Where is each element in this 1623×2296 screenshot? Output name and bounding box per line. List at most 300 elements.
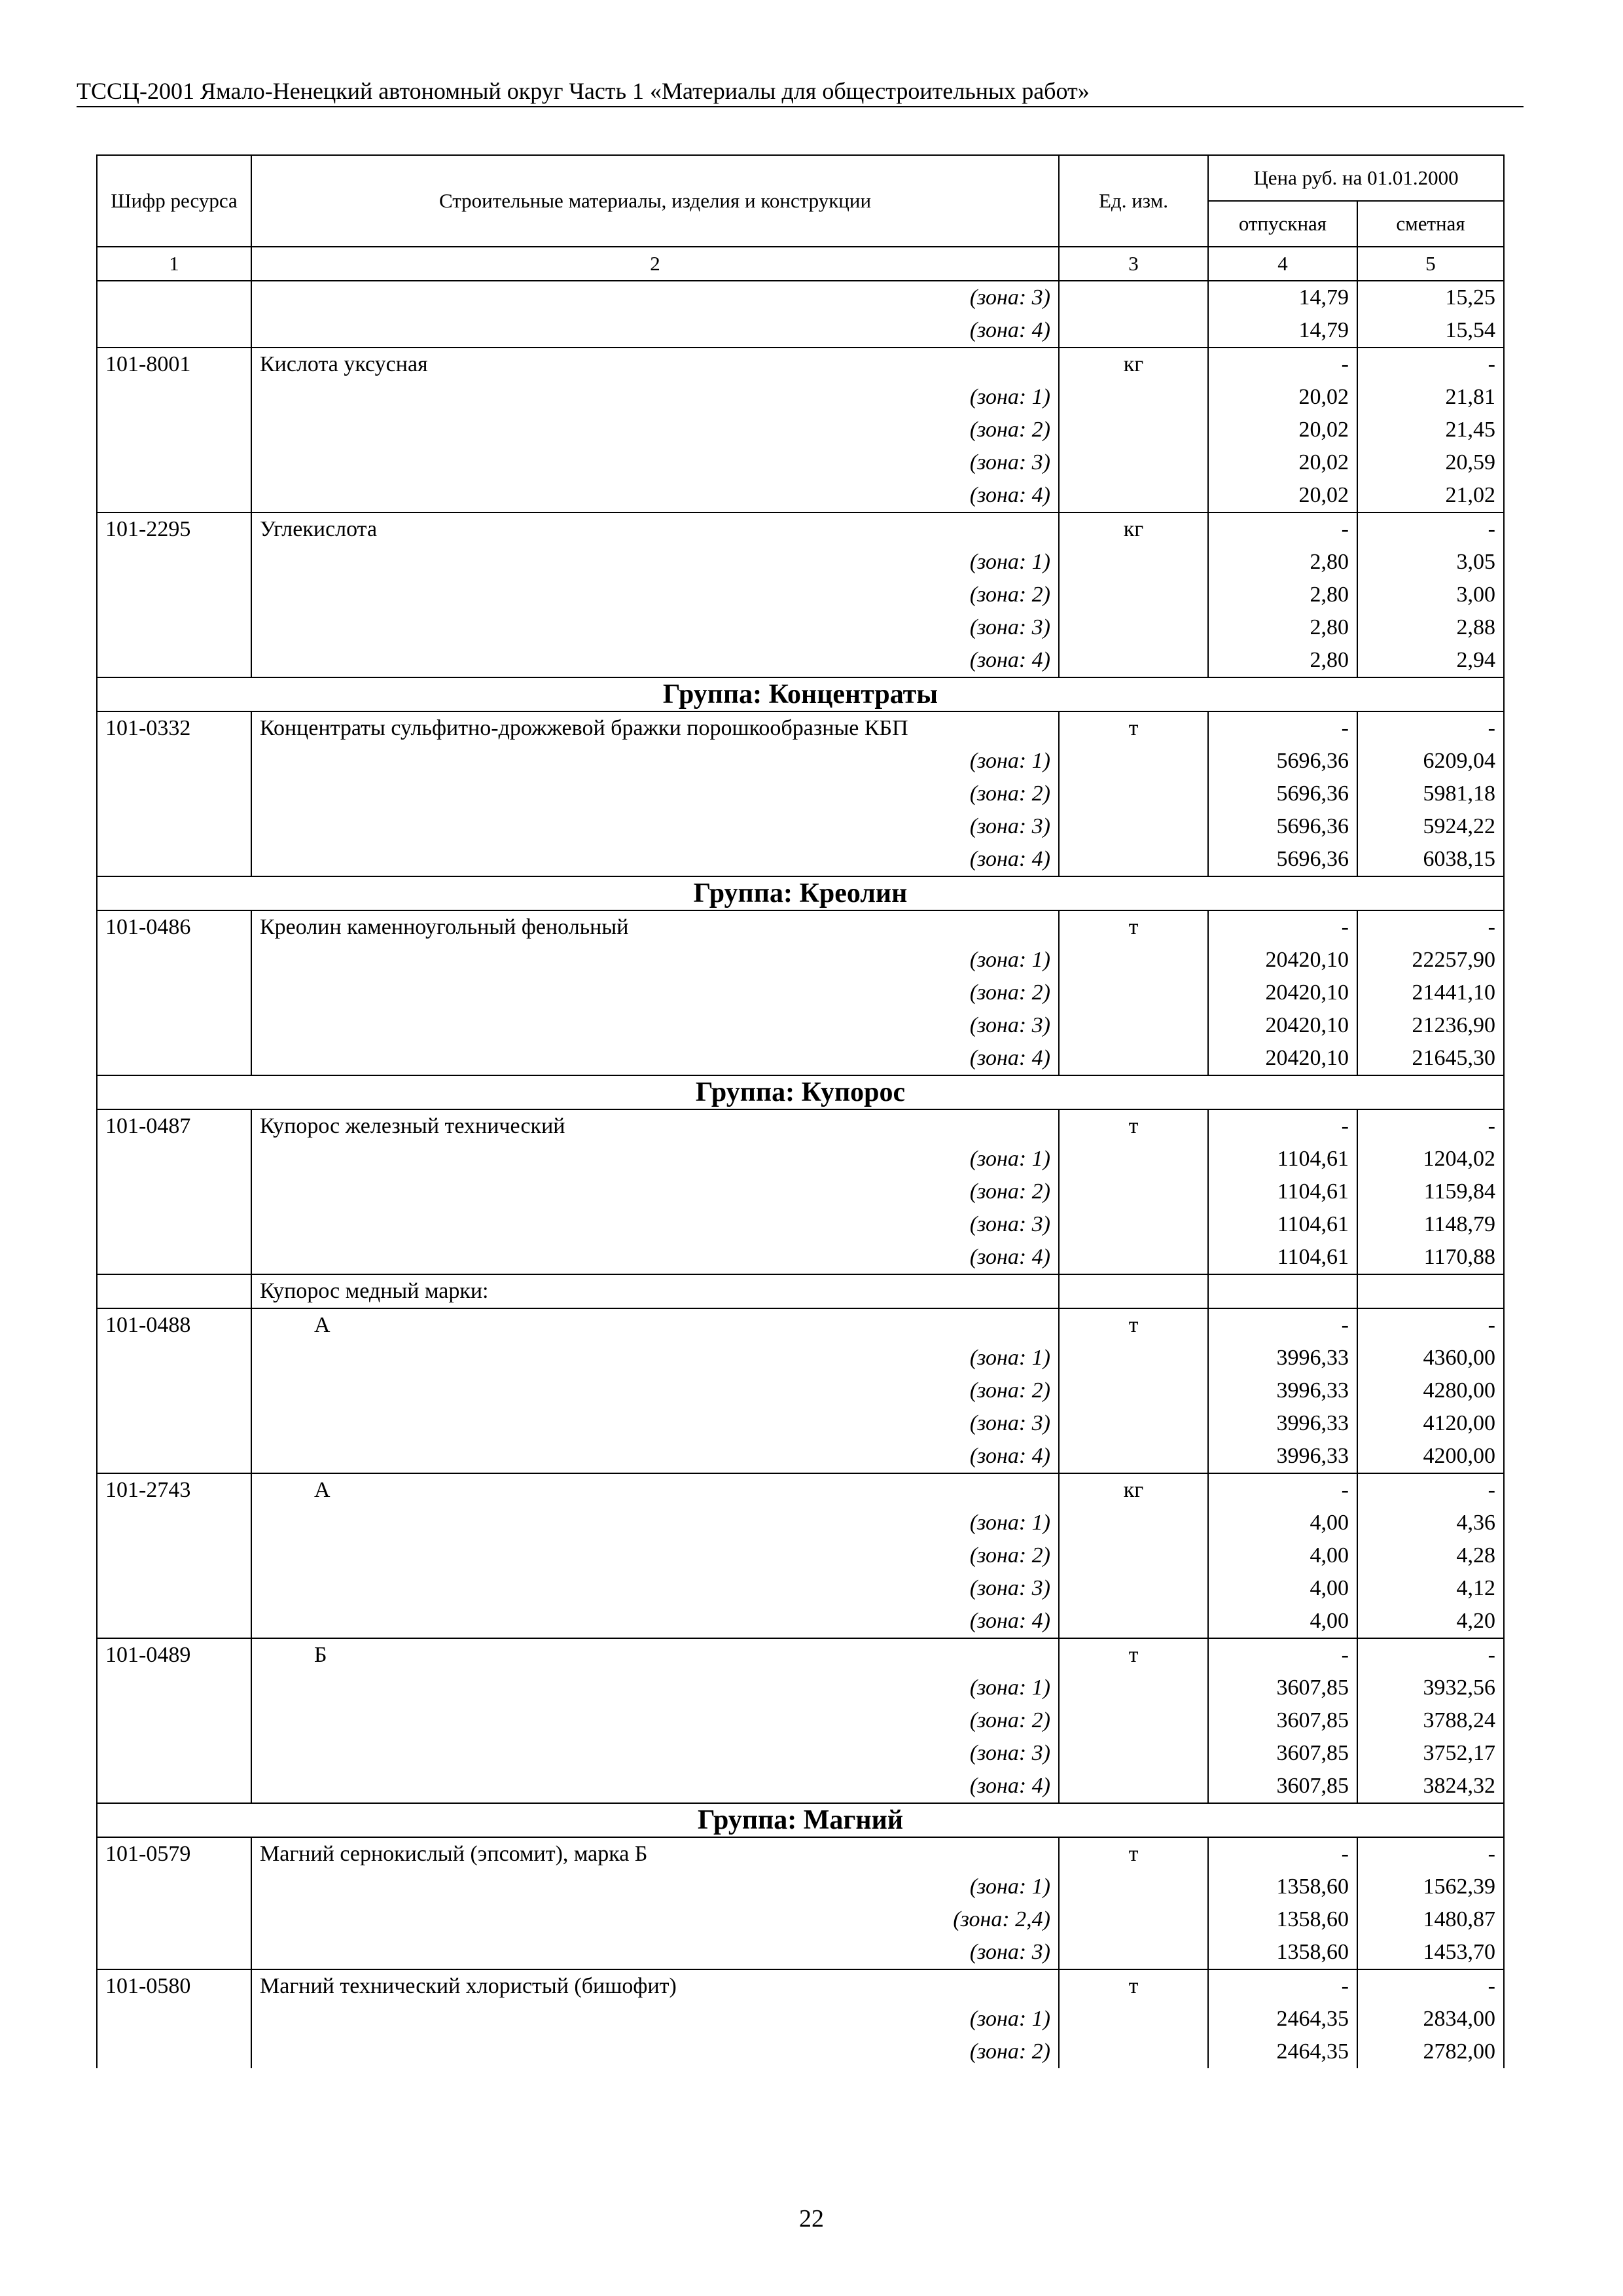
resource-code (97, 1208, 251, 1241)
estimate-price: 20,59 (1357, 446, 1504, 479)
unit-cell (1059, 1605, 1208, 1638)
zone-row (97, 810, 1504, 843)
unit-cell (1059, 1539, 1208, 1572)
resource-code (97, 1871, 251, 1903)
resource-code (97, 446, 251, 479)
zone-label: (зона: 2) (251, 1175, 1059, 1208)
estimate-price: 4360,00 (1357, 1342, 1504, 1374)
item-row (97, 1837, 1504, 1871)
estimate-price: 21236,90 (1357, 1009, 1504, 1042)
estimate-price: 15,25 (1357, 281, 1504, 314)
release-price: 2,80 (1208, 579, 1357, 611)
release-price: 2464,35 (1208, 2036, 1357, 2068)
zone-label: (зона: 1) (251, 944, 1059, 977)
zone-row (97, 944, 1504, 977)
zone-row (97, 546, 1504, 579)
release-price: 5696,36 (1208, 745, 1357, 778)
zone-label: (зона: 3) (251, 446, 1059, 479)
estimate-price: 3824,32 (1357, 1770, 1504, 1803)
zone-row (97, 1572, 1504, 1605)
resource-code (97, 1274, 251, 1308)
zone-label: (зона: 3) (251, 1936, 1059, 1969)
release-price: 20420,10 (1208, 1042, 1357, 1075)
estimate-price: 6209,04 (1357, 745, 1504, 778)
resource-code (97, 1672, 251, 1704)
estimate-price: 4,12 (1357, 1572, 1504, 1605)
unit-cell (1059, 1175, 1208, 1208)
estimate-price: - (1357, 512, 1504, 546)
resource-code (97, 944, 251, 977)
zone-row (97, 1374, 1504, 1407)
group-title: Группа: Купорос (97, 1075, 1504, 1109)
resource-code: 101-2743 (97, 1473, 251, 1507)
release-price: 1104,61 (1208, 1208, 1357, 1241)
resource-code (97, 546, 251, 579)
resource-code (97, 1440, 251, 1473)
resource-code (97, 381, 251, 414)
resource-code (97, 2003, 251, 2036)
estimate-price: 3,05 (1357, 546, 1504, 579)
zone-row (97, 644, 1504, 677)
table-header (97, 155, 1504, 281)
zone-label: (зона: 1) (251, 1871, 1059, 1903)
unit-cell: т (1059, 1638, 1208, 1672)
estimate-price: 4280,00 (1357, 1374, 1504, 1407)
material-name: Углекислота (251, 512, 1059, 546)
resource-code (97, 778, 251, 810)
resource-code (97, 1737, 251, 1770)
estimate-price: - (1357, 1473, 1504, 1507)
zone-label: (зона: 1) (251, 745, 1059, 778)
unit-cell (1059, 546, 1208, 579)
zone-label: (зона: 2) (251, 1539, 1059, 1572)
item-row (97, 348, 1504, 381)
unit-cell (1059, 1143, 1208, 1175)
zone-label: (зона: 4) (251, 1770, 1059, 1803)
zone-label: (зона: 3) (251, 1737, 1059, 1770)
release-price: - (1208, 1837, 1357, 1871)
resource-code (97, 1342, 251, 1374)
material-name: А (251, 1473, 1059, 1507)
column-number: 2 (251, 247, 1059, 281)
zone-row (97, 1770, 1504, 1803)
unit-cell (1059, 1770, 1208, 1803)
zone-label: (зона: 4) (251, 644, 1059, 677)
estimate-price: 21,02 (1357, 479, 1504, 512)
unit-cell (1059, 944, 1208, 977)
release-price: 20,02 (1208, 479, 1357, 512)
estimate-price: 5981,18 (1357, 778, 1504, 810)
material-name: Концентраты сульфитно-дрожжевой бражки порошкообразные КБП (251, 711, 1059, 745)
group-title: Группа: Креолин (97, 876, 1504, 910)
group-row (97, 1803, 1504, 1837)
estimate-price: - (1357, 1109, 1504, 1143)
zone-row (97, 1342, 1504, 1374)
estimate-price: 1170,88 (1357, 1241, 1504, 1274)
item-row (97, 1638, 1504, 1672)
unit-cell (1059, 381, 1208, 414)
unit-cell (1059, 1374, 1208, 1407)
zone-row (97, 1737, 1504, 1770)
release-price: 1358,60 (1208, 1903, 1357, 1936)
release-price: 20,02 (1208, 446, 1357, 479)
zone-label: (зона: 4) (251, 314, 1059, 348)
zone-label: (зона: 1) (251, 1342, 1059, 1374)
unit-cell (1059, 1342, 1208, 1374)
estimate-price: - (1357, 1837, 1504, 1871)
release-price: 1358,60 (1208, 1936, 1357, 1969)
group-title: Группа: Магний (97, 1803, 1504, 1837)
release-price: 3607,85 (1208, 1737, 1357, 1770)
zone-row (97, 611, 1504, 644)
unit-cell (1059, 1208, 1208, 1241)
material-name: Креолин каменноугольный фенольный (251, 910, 1059, 944)
zone-row (97, 977, 1504, 1009)
release-price: 20420,10 (1208, 977, 1357, 1009)
zone-label: (зона: 1) (251, 1143, 1059, 1175)
zone-label: (зона: 3) (251, 1009, 1059, 1042)
estimate-price: - (1357, 1638, 1504, 1672)
release-price: 1104,61 (1208, 1241, 1357, 1274)
release-price: 1358,60 (1208, 1871, 1357, 1903)
material-name: А (251, 1308, 1059, 1342)
estimate-price: 1204,02 (1357, 1143, 1504, 1175)
column-number: 5 (1357, 247, 1504, 281)
material-name: Купорос железный технический (251, 1109, 1059, 1143)
zone-label: (зона: 3) (251, 1208, 1059, 1241)
unit-cell (1059, 1871, 1208, 1903)
material-name: Кислота уксусная (251, 348, 1059, 381)
estimate-price (1357, 1274, 1504, 1308)
zone-label: (зона: 2,4) (251, 1903, 1059, 1936)
material-name: Магний сернокислый (эпсомит), марка Б (251, 1837, 1059, 1871)
zone-row (97, 778, 1504, 810)
resource-code (97, 281, 251, 314)
unit-cell (1059, 1704, 1208, 1737)
release-price: 2,80 (1208, 644, 1357, 677)
unit-cell: кг (1059, 348, 1208, 381)
release-price: 20,02 (1208, 414, 1357, 446)
zone-label: (зона: 4) (251, 1605, 1059, 1638)
unit-cell (1059, 1507, 1208, 1539)
estimate-price: 15,54 (1357, 314, 1504, 348)
unit-cell (1059, 1672, 1208, 1704)
release-price: - (1208, 910, 1357, 944)
column-number: 3 (1059, 247, 1208, 281)
resource-code (97, 745, 251, 778)
resource-code (97, 1042, 251, 1075)
estimate-price: 21645,30 (1357, 1042, 1504, 1075)
table-body (97, 281, 1504, 2068)
column-number: 4 (1208, 247, 1357, 281)
unit-cell (1059, 1737, 1208, 1770)
group-row (97, 1075, 1504, 1109)
material-name: Б (251, 1638, 1059, 1672)
unit-cell (1059, 1936, 1208, 1969)
unit-cell: т (1059, 1837, 1208, 1871)
unit-cell (1059, 1042, 1208, 1075)
estimate-price: 1453,70 (1357, 1936, 1504, 1969)
zone-label: (зона: 3) (251, 1407, 1059, 1440)
resource-code: 101-0580 (97, 1969, 251, 2003)
estimate-price: 6038,15 (1357, 843, 1504, 876)
zone-row (97, 1175, 1504, 1208)
release-price: 20,02 (1208, 381, 1357, 414)
item-row (97, 1308, 1504, 1342)
zone-row (97, 2036, 1504, 2068)
column-header-estimate: сметная (1357, 201, 1504, 247)
estimate-price: 22257,90 (1357, 944, 1504, 977)
zone-label: (зона: 2) (251, 1704, 1059, 1737)
zone-row (97, 1042, 1504, 1075)
release-price: 3607,85 (1208, 1672, 1357, 1704)
estimate-price: 2,88 (1357, 611, 1504, 644)
subheading-row (97, 1274, 1504, 1308)
resource-code (97, 1936, 251, 1969)
release-price: 3607,85 (1208, 1704, 1357, 1737)
zone-label: (зона: 3) (251, 810, 1059, 843)
resource-code (97, 1539, 251, 1572)
estimate-price: 1159,84 (1357, 1175, 1504, 1208)
resource-code (97, 1903, 251, 1936)
zone-label: (зона: 2) (251, 579, 1059, 611)
unit-cell (1059, 2036, 1208, 2068)
release-price: 20420,10 (1208, 944, 1357, 977)
unit-cell: т (1059, 1969, 1208, 2003)
estimate-price: 1148,79 (1357, 1208, 1504, 1241)
estimate-price: 21,45 (1357, 414, 1504, 446)
release-price: - (1208, 348, 1357, 381)
unit-cell (1059, 479, 1208, 512)
zone-row (97, 314, 1504, 348)
resource-code: 101-0579 (97, 1837, 251, 1871)
unit-cell: т (1059, 1109, 1208, 1143)
zone-label: (зона: 1) (251, 1672, 1059, 1704)
estimate-price: - (1357, 910, 1504, 944)
estimate-price: 2834,00 (1357, 2003, 1504, 2036)
resource-code: 101-0486 (97, 910, 251, 944)
column-header-code: Шифр ресурса (97, 155, 251, 247)
release-price: 3996,33 (1208, 1440, 1357, 1473)
release-price (1208, 1274, 1357, 1308)
resource-code (97, 1704, 251, 1737)
zone-row (97, 381, 1504, 414)
estimate-price: 4,20 (1357, 1605, 1504, 1638)
price-table (96, 154, 1505, 2068)
resource-code (97, 1507, 251, 1539)
unit-cell (1059, 1440, 1208, 1473)
unit-cell: т (1059, 910, 1208, 944)
column-header-unit: Ед. изм. (1059, 155, 1208, 247)
estimate-price: 2782,00 (1357, 2036, 1504, 2068)
unit-cell (1059, 281, 1208, 314)
unit-cell (1059, 1274, 1208, 1308)
resource-code (97, 843, 251, 876)
zone-row (97, 1507, 1504, 1539)
resource-code (97, 1009, 251, 1042)
estimate-price: 4120,00 (1357, 1407, 1504, 1440)
item-row (97, 1109, 1504, 1143)
resource-code (97, 314, 251, 348)
resource-code (97, 1407, 251, 1440)
unit-cell (1059, 1009, 1208, 1042)
estimate-price: 3,00 (1357, 579, 1504, 611)
page-number: 22 (799, 2205, 824, 2233)
release-price: 14,79 (1208, 314, 1357, 348)
resource-code (97, 644, 251, 677)
item-row (97, 1473, 1504, 1507)
unit-cell: т (1059, 1308, 1208, 1342)
zone-row (97, 1936, 1504, 1969)
zone-label: (зона: 4) (251, 843, 1059, 876)
unit-cell (1059, 843, 1208, 876)
unit-cell (1059, 2003, 1208, 2036)
document-header: ТССЦ-2001 Ямало-Ненецкий автономный округ Часть 1 «Материалы для общестроительных работ» (77, 78, 1090, 104)
release-price: 4,00 (1208, 1507, 1357, 1539)
zone-label: (зона: 2) (251, 1374, 1059, 1407)
resource-code (97, 1572, 251, 1605)
release-price: 5696,36 (1208, 843, 1357, 876)
release-price: 2,80 (1208, 546, 1357, 579)
zone-row (97, 1241, 1504, 1274)
release-price: 2,80 (1208, 611, 1357, 644)
zone-row (97, 414, 1504, 446)
zone-label: (зона: 2) (251, 2036, 1059, 2068)
estimate-price: 1480,87 (1357, 1903, 1504, 1936)
unit-cell (1059, 810, 1208, 843)
estimate-price: 5924,22 (1357, 810, 1504, 843)
zone-label: (зона: 3) (251, 1572, 1059, 1605)
zone-row (97, 1407, 1504, 1440)
estimate-price: 4,36 (1357, 1507, 1504, 1539)
resource-code (97, 1770, 251, 1803)
estimate-price: - (1357, 1969, 1504, 2003)
column-number: 1 (97, 247, 251, 281)
resource-code (97, 1143, 251, 1175)
release-price: 3996,33 (1208, 1374, 1357, 1407)
release-price: - (1208, 711, 1357, 745)
group-title: Группа: Концентраты (97, 677, 1504, 711)
header-rule (77, 106, 1524, 107)
release-price: - (1208, 1969, 1357, 2003)
unit-cell (1059, 446, 1208, 479)
zone-row (97, 446, 1504, 479)
zone-row (97, 479, 1504, 512)
release-price: 4,00 (1208, 1539, 1357, 1572)
estimate-price: 4,28 (1357, 1539, 1504, 1572)
release-price: 3996,33 (1208, 1407, 1357, 1440)
resource-code (97, 1175, 251, 1208)
unit-cell (1059, 1241, 1208, 1274)
zone-label: (зона: 2) (251, 977, 1059, 1009)
estimate-price: 3932,56 (1357, 1672, 1504, 1704)
item-row (97, 512, 1504, 546)
zone-row (97, 2003, 1504, 2036)
unit-cell: кг (1059, 512, 1208, 546)
item-row (97, 1969, 1504, 2003)
zone-row (97, 1672, 1504, 1704)
release-price: - (1208, 1638, 1357, 1672)
resource-code (97, 810, 251, 843)
estimate-price: 3752,17 (1357, 1737, 1504, 1770)
resource-code: 101-0487 (97, 1109, 251, 1143)
material-name: Магний технический хлористый (бишофит) (251, 1969, 1059, 2003)
resource-code (97, 1605, 251, 1638)
zone-label: (зона: 4) (251, 1042, 1059, 1075)
resource-code (97, 977, 251, 1009)
column-header-release: отпускная (1208, 201, 1357, 247)
release-price: - (1208, 1109, 1357, 1143)
release-price: 3607,85 (1208, 1770, 1357, 1803)
estimate-price: 21,81 (1357, 381, 1504, 414)
resource-code: 101-0332 (97, 711, 251, 745)
zone-row (97, 1539, 1504, 1572)
release-price: 4,00 (1208, 1572, 1357, 1605)
estimate-price: 4200,00 (1357, 1440, 1504, 1473)
zone-row (97, 745, 1504, 778)
resource-code (97, 611, 251, 644)
release-price: 14,79 (1208, 281, 1357, 314)
release-price: 2464,35 (1208, 2003, 1357, 2036)
resource-code: 101-0489 (97, 1638, 251, 1672)
zone-row (97, 1903, 1504, 1936)
zone-row (97, 1009, 1504, 1042)
zone-label: (зона: 1) (251, 381, 1059, 414)
unit-cell (1059, 778, 1208, 810)
zone-row (97, 281, 1504, 314)
resource-code: 101-0488 (97, 1308, 251, 1342)
zone-label: (зона: 4) (251, 1440, 1059, 1473)
estimate-price: 2,94 (1357, 644, 1504, 677)
unit-cell: т (1059, 711, 1208, 745)
release-price: - (1208, 1473, 1357, 1507)
resource-code: 101-8001 (97, 348, 251, 381)
zone-row (97, 1704, 1504, 1737)
unit-cell (1059, 1903, 1208, 1936)
zone-row (97, 579, 1504, 611)
resource-code: 101-2295 (97, 512, 251, 546)
resource-code (97, 1374, 251, 1407)
unit-cell (1059, 745, 1208, 778)
unit-cell (1059, 1407, 1208, 1440)
unit-cell (1059, 1572, 1208, 1605)
zone-label: (зона: 1) (251, 2003, 1059, 2036)
zone-label: (зона: 1) (251, 546, 1059, 579)
estimate-price: - (1357, 711, 1504, 745)
zone-row (97, 1143, 1504, 1175)
release-price: 4,00 (1208, 1605, 1357, 1638)
zone-label: (зона: 4) (251, 1241, 1059, 1274)
zone-row (97, 1208, 1504, 1241)
unit-cell (1059, 977, 1208, 1009)
zone-row (97, 1605, 1504, 1638)
release-price: 1104,61 (1208, 1143, 1357, 1175)
release-price: - (1208, 512, 1357, 546)
zone-row (97, 1440, 1504, 1473)
release-price: 1104,61 (1208, 1175, 1357, 1208)
release-price: - (1208, 1308, 1357, 1342)
resource-code (97, 1241, 251, 1274)
estimate-price: - (1357, 348, 1504, 381)
item-row (97, 711, 1504, 745)
zone-label: (зона: 3) (251, 611, 1059, 644)
resource-code (97, 579, 251, 611)
unit-cell (1059, 314, 1208, 348)
estimate-price: 1562,39 (1357, 1871, 1504, 1903)
zone-label: (зона: 4) (251, 479, 1059, 512)
zone-row (97, 843, 1504, 876)
unit-cell (1059, 579, 1208, 611)
